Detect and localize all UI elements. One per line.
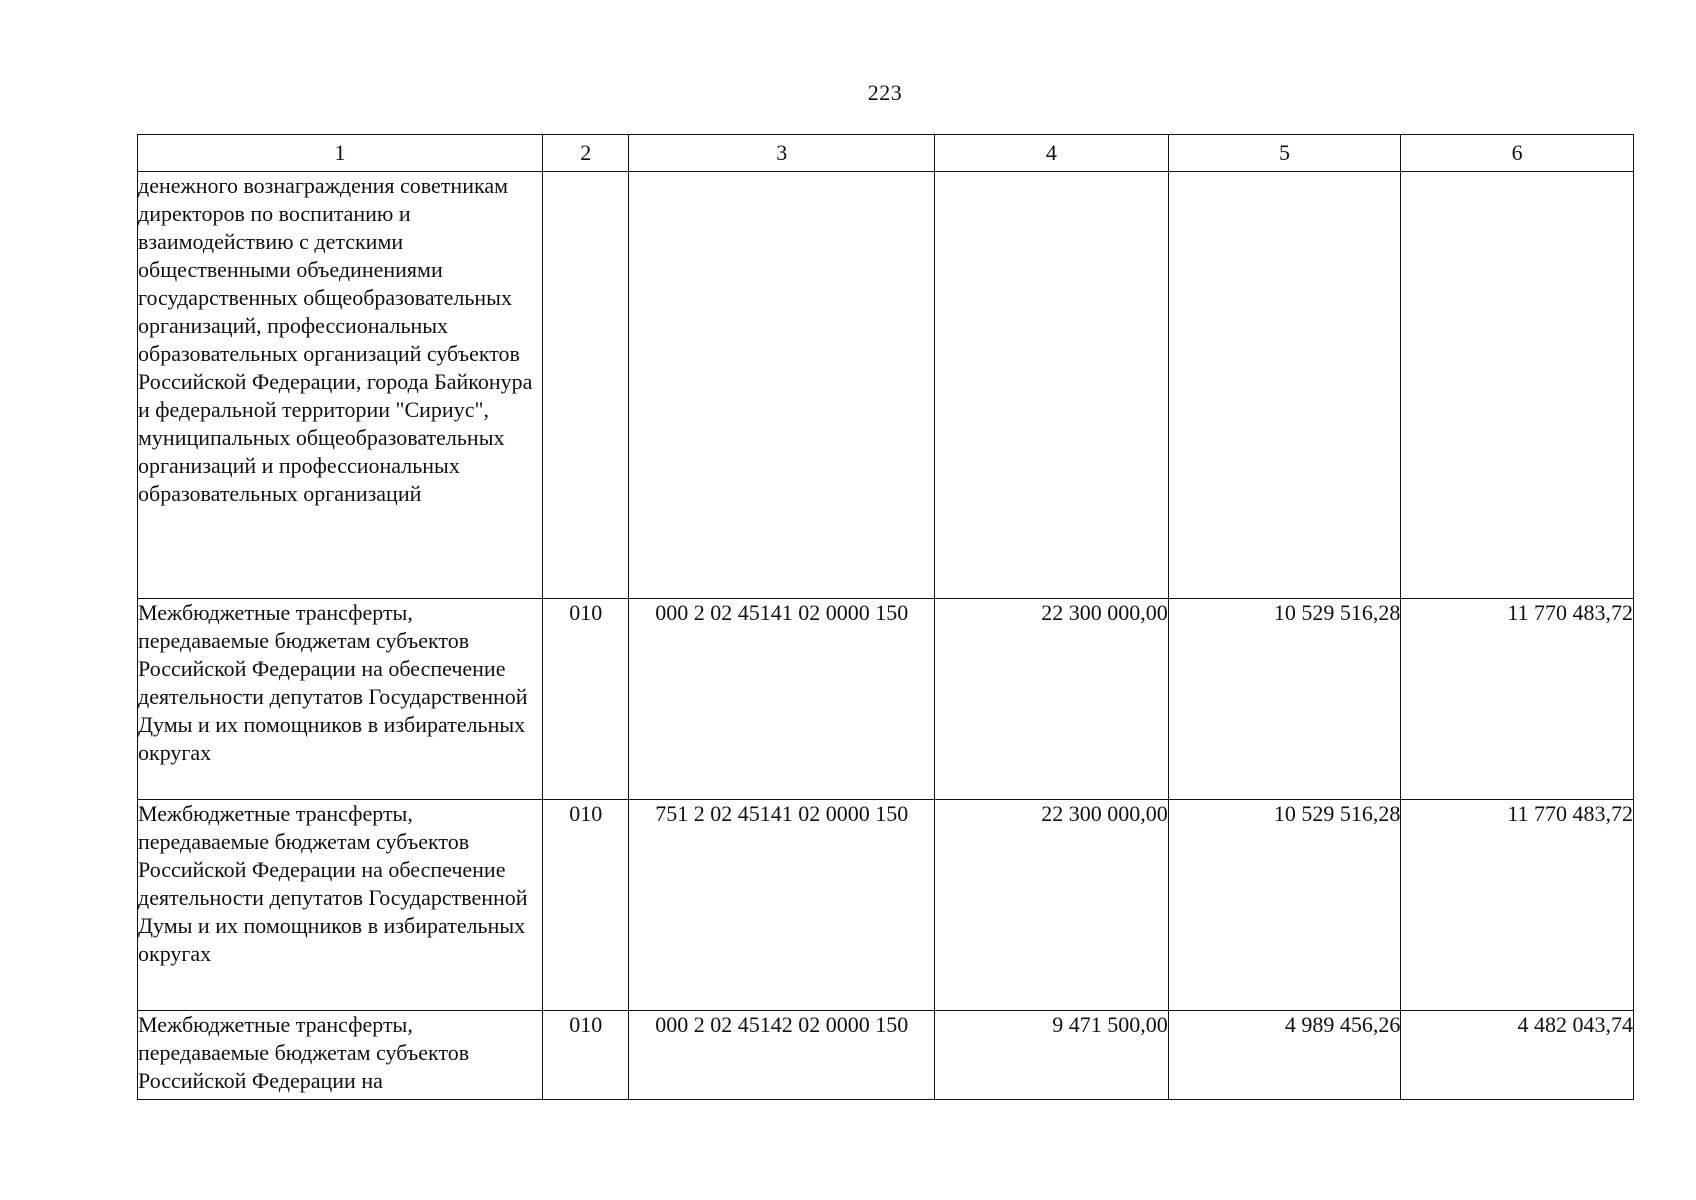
table-row <box>138 1011 1634 1100</box>
table-row <box>138 599 1634 800</box>
row-budget-code <box>629 172 935 599</box>
row-line-code: 010 <box>543 1011 629 1100</box>
row-executed: 10 529 516,28 <box>1168 800 1401 1011</box>
column-header-1: 1 <box>138 135 543 172</box>
table-row <box>138 800 1634 1011</box>
table-header <box>138 135 1634 172</box>
row-budget-code: 751 2 02 45141 02 0000 150 <box>629 800 935 1011</box>
table-row <box>138 172 1634 599</box>
row-unexecuted: 11 770 483,72 <box>1401 800 1634 1011</box>
row-budget-code: 000 2 02 45141 02 0000 150 <box>629 599 935 800</box>
row-name: денежного вознаграждения советникам директоров по воспитанию и взаимодействию с детскими общественными объединениями государственных общеобразовательных организаций, профессиональных образовательных организаций субъектов Российской Федерации, города Байконура и федеральной территории "Сириус", муниципальных общеобразовательных организаций и профессиональных образовательных организаций <box>138 172 543 599</box>
row-unexecuted: 11 770 483,72 <box>1401 599 1634 800</box>
row-name: Межбюджетные трансферты, передаваемые бюджетам субъектов Российской Федерации на <box>138 1011 543 1100</box>
row-name: Межбюджетные трансферты, передаваемые бюджетам субъектов Российской Федерации на обеспечение деятельности депутатов Государственной Думы и их помощников в избирательных округах <box>138 800 543 1011</box>
page-number: 223 <box>867 80 903 105</box>
row-line-code: 010 <box>543 599 629 800</box>
column-header-6: 6 <box>1401 135 1634 172</box>
row-budget-code: 000 2 02 45142 02 0000 150 <box>629 1011 935 1100</box>
row-approved: 22 300 000,00 <box>935 599 1169 800</box>
row-executed: 4 989 456,26 <box>1168 1011 1401 1100</box>
row-approved <box>935 172 1169 599</box>
row-line-code: 010 <box>543 800 629 1011</box>
row-unexecuted: 4 482 043,74 <box>1401 1011 1634 1100</box>
row-unexecuted <box>1401 172 1634 599</box>
budget-table <box>137 134 1634 1100</box>
row-name: Межбюджетные трансферты, передаваемые бюджетам субъектов Российской Федерации на обеспечение деятельности депутатов Государственной Думы и их помощников в избирательных округах <box>138 599 543 800</box>
row-approved: 22 300 000,00 <box>935 800 1169 1011</box>
row-line-code <box>543 172 629 599</box>
column-header-3: 3 <box>629 135 935 172</box>
row-executed: 10 529 516,28 <box>1168 599 1401 800</box>
row-approved: 9 471 500,00 <box>935 1011 1169 1100</box>
column-header-4: 4 <box>935 135 1169 172</box>
column-header-5: 5 <box>1168 135 1401 172</box>
column-header-2: 2 <box>543 135 629 172</box>
header-row <box>138 135 1634 172</box>
row-executed <box>1168 172 1401 599</box>
table-body <box>138 172 1634 1100</box>
